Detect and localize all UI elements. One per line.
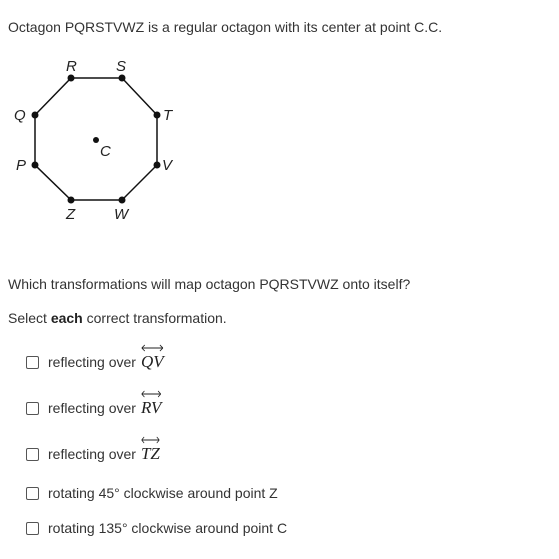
- option-checkbox[interactable]: [26, 522, 39, 535]
- option-rotate-135-c[interactable]: [26, 519, 287, 537]
- vertex-label-w: W: [114, 206, 129, 223]
- option-reflect-tz[interactable]: [26, 445, 160, 463]
- option-label: rotating 135° clockwise around point C: [48, 520, 288, 536]
- option-label: [48, 353, 164, 371]
- vertex-label-q: Q: [14, 107, 26, 124]
- option-label: rotating 45° clockwise around point Z: [48, 485, 278, 501]
- instruction-emphasis: each: [50, 310, 83, 326]
- option-reflect-rv[interactable]: [26, 399, 161, 417]
- option-checkbox[interactable]: [26, 402, 39, 415]
- vertex-point-p: [32, 162, 39, 169]
- option-text: reflecting over: [48, 400, 136, 416]
- vertex-label-s: S: [116, 58, 127, 75]
- instruction-suffix: correct transformation.: [82, 310, 227, 326]
- question-text: Which transformations will map octagon PQRSTVWZ onto itself?: [8, 276, 411, 292]
- instruction-prefix: Select: [8, 310, 51, 326]
- octagon-figure: [0, 0, 559, 250]
- instruction-text: [8, 309, 227, 327]
- option-rotate-45-z[interactable]: [26, 484, 278, 502]
- line-notation-tz: [141, 445, 160, 463]
- center-point: [93, 137, 99, 143]
- line-name: RV: [140, 398, 162, 417]
- double-arrow-icon: [141, 436, 160, 444]
- vertex-point-q: [32, 112, 39, 119]
- option-checkbox[interactable]: [26, 356, 39, 369]
- option-text: reflecting over: [48, 354, 136, 370]
- vertex-label-v: V: [162, 157, 173, 174]
- problem-statement: Octagon PQRSTVWZ is a regular octagon with its center at point C.C.: [8, 19, 443, 35]
- line-name: QV: [140, 352, 164, 371]
- option-label: [48, 445, 160, 463]
- option-checkbox[interactable]: [26, 448, 39, 461]
- vertex-point-r: [68, 75, 75, 82]
- option-reflect-qv[interactable]: [26, 353, 164, 371]
- double-arrow-icon: [141, 344, 164, 352]
- vertex-point-v: [154, 162, 161, 169]
- vertex-label-z: Z: [66, 206, 76, 223]
- vertex-point-s: [119, 75, 126, 82]
- vertex-point-t: [154, 112, 161, 119]
- vertex-label-p: P: [16, 157, 27, 174]
- line-notation-qv: [141, 353, 164, 371]
- vertex-label-r: R: [66, 58, 77, 75]
- line-notation-rv: [141, 399, 161, 417]
- option-label: [48, 399, 161, 417]
- center-label: C: [100, 143, 111, 160]
- line-name: TZ: [140, 444, 160, 463]
- option-text: reflecting over: [48, 446, 136, 462]
- option-checkbox[interactable]: [26, 487, 39, 500]
- vertex-label-t: T: [163, 107, 173, 124]
- vertex-point-w: [119, 197, 126, 204]
- vertex-point-z: [68, 197, 75, 204]
- double-arrow-icon: [141, 390, 161, 398]
